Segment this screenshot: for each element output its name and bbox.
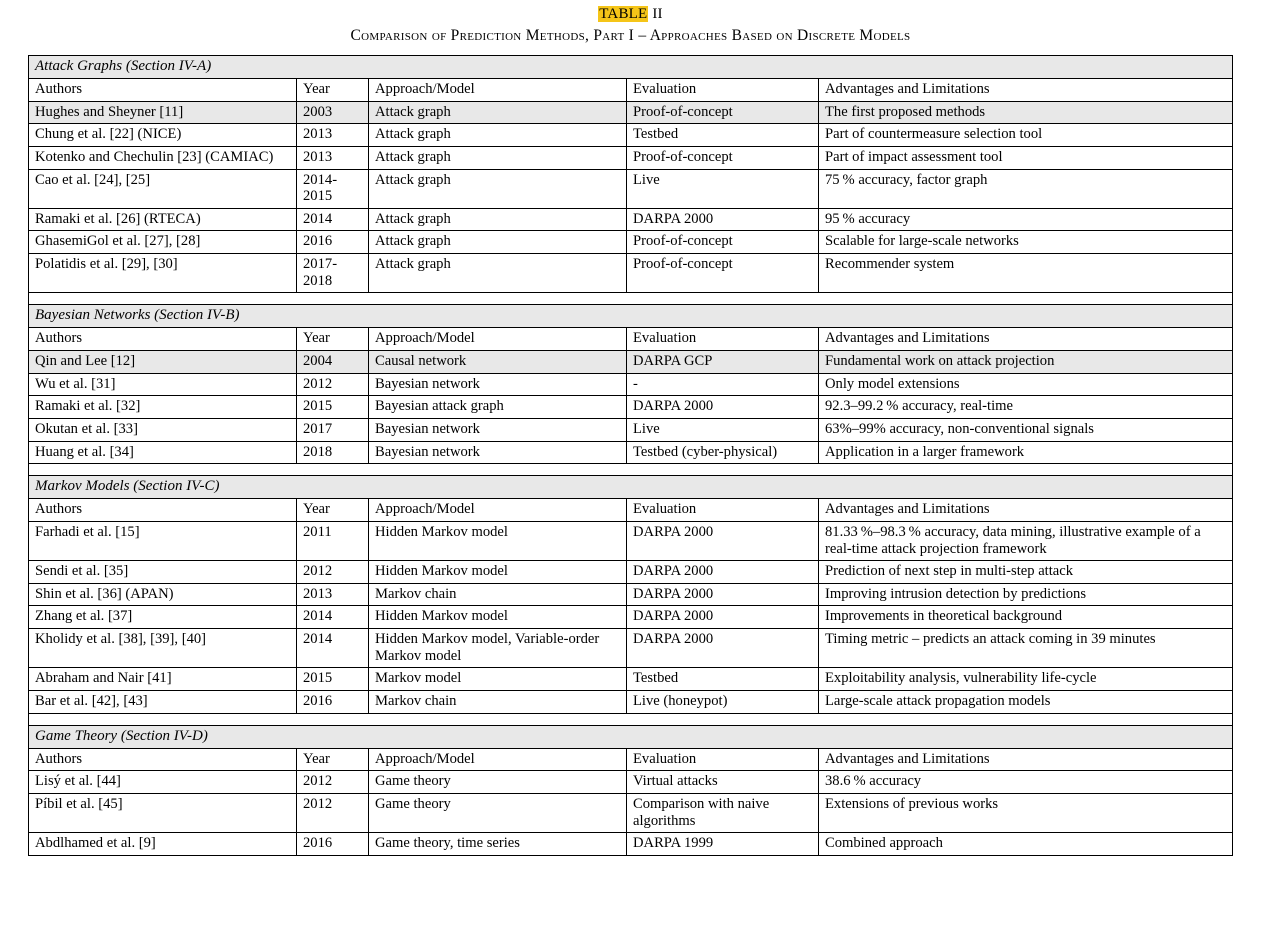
cell-evaluation: DARPA 2000 <box>627 208 819 231</box>
cell-approach: Hidden Markov model, Variable-order Markov model <box>369 629 627 668</box>
cell-authors: GhasemiGol et al. [27], [28] <box>29 231 297 254</box>
column-header-authors: Authors <box>29 499 297 522</box>
table-row <box>29 101 1233 124</box>
cell-approach: Hidden Markov model <box>369 606 627 629</box>
cell-year: 2016 <box>297 690 369 713</box>
table-row <box>29 231 1233 254</box>
cell-evaluation: Proof-of-concept <box>627 101 819 124</box>
section-title: Markov Models (Section IV-C) <box>29 476 1233 499</box>
cell-approach: Game theory, time series <box>369 833 627 856</box>
table-row <box>29 629 1233 668</box>
cell-evaluation: DARPA 2000 <box>627 583 819 606</box>
cell-authors: Píbil et al. [45] <box>29 793 297 832</box>
cell-approach: Attack graph <box>369 124 627 147</box>
column-header-advantages: Advantages and Limitations <box>819 499 1233 522</box>
cell-approach: Attack graph <box>369 208 627 231</box>
cell-authors: Abraham and Nair [41] <box>29 668 297 691</box>
cell-year: 2013 <box>297 124 369 147</box>
cell-advantages: Fundamental work on attack projection <box>819 351 1233 374</box>
table-row <box>29 606 1233 629</box>
cell-year: 2015 <box>297 668 369 691</box>
cell-year: 2012 <box>297 373 369 396</box>
section-title: Game Theory (Section IV-D) <box>29 725 1233 748</box>
column-header-row <box>29 328 1233 351</box>
cell-authors: Kholidy et al. [38], [39], [40] <box>29 629 297 668</box>
cell-authors: Wu et al. [31] <box>29 373 297 396</box>
column-header-evaluation: Evaluation <box>627 748 819 771</box>
column-header-approach: Approach/Model <box>369 499 627 522</box>
cell-evaluation: Live (honeypot) <box>627 690 819 713</box>
cell-advantages: Scalable for large-scale networks <box>819 231 1233 254</box>
cell-approach: Attack graph <box>369 169 627 208</box>
cell-advantages: The first proposed methods <box>819 101 1233 124</box>
cell-authors: Hughes and Sheyner [11] <box>29 101 297 124</box>
cell-advantages: Timing metric – predicts an attack coming in 39 minutes <box>819 629 1233 668</box>
cell-year: 2012 <box>297 793 369 832</box>
cell-advantages: 81.33 %–98.3 % accuracy, data mining, illustrative example of a real-time attack projection framework <box>819 521 1233 560</box>
cell-approach: Attack graph <box>369 231 627 254</box>
cell-year: 2004 <box>297 351 369 374</box>
cell-evaluation: Live <box>627 418 819 441</box>
table-caption-label <box>28 6 1233 23</box>
cell-year: 2014 <box>297 208 369 231</box>
cell-advantages: Combined approach <box>819 833 1233 856</box>
table-row <box>29 441 1233 464</box>
cell-authors: Cao et al. [24], [25] <box>29 169 297 208</box>
cell-approach: Game theory <box>369 771 627 794</box>
table-label-highlight: TABLE <box>599 6 648 22</box>
cell-year: 2018 <box>297 441 369 464</box>
table-row <box>29 583 1233 606</box>
section-title: Attack Graphs (Section IV-A) <box>29 56 1233 79</box>
cell-authors: Bar et al. [42], [43] <box>29 690 297 713</box>
section-header <box>29 476 1233 499</box>
cell-evaluation: Comparison with naive algorithms <box>627 793 819 832</box>
cell-advantages: Application in a larger framework <box>819 441 1233 464</box>
cell-authors: Farhadi et al. [15] <box>29 521 297 560</box>
column-header-row <box>29 79 1233 102</box>
table-row <box>29 169 1233 208</box>
table-body <box>29 56 1233 856</box>
table-row <box>29 771 1233 794</box>
cell-evaluation: Proof-of-concept <box>627 254 819 293</box>
column-header-evaluation: Evaluation <box>627 499 819 522</box>
cell-year: 2013 <box>297 146 369 169</box>
cell-approach: Attack graph <box>369 146 627 169</box>
column-header-authors: Authors <box>29 748 297 771</box>
cell-approach: Bayesian network <box>369 373 627 396</box>
column-header-advantages: Advantages and Limitations <box>819 328 1233 351</box>
column-header-year: Year <box>297 328 369 351</box>
table-number: II <box>652 6 663 22</box>
cell-authors: Qin and Lee [12] <box>29 351 297 374</box>
column-header-approach: Approach/Model <box>369 328 627 351</box>
table-row <box>29 668 1233 691</box>
cell-advantages: Improvements in theoretical background <box>819 606 1233 629</box>
column-header-year: Year <box>297 499 369 522</box>
cell-year: 2016 <box>297 833 369 856</box>
cell-authors: Lisý et al. [44] <box>29 771 297 794</box>
cell-year: 2017-2018 <box>297 254 369 293</box>
column-header-approach: Approach/Model <box>369 79 627 102</box>
cell-approach: Causal network <box>369 351 627 374</box>
cell-evaluation: DARPA 2000 <box>627 606 819 629</box>
cell-year: 2016 <box>297 231 369 254</box>
table-row <box>29 690 1233 713</box>
column-header-row <box>29 748 1233 771</box>
cell-advantages: Part of countermeasure selection tool <box>819 124 1233 147</box>
cell-year: 2013 <box>297 583 369 606</box>
column-header-evaluation: Evaluation <box>627 79 819 102</box>
table-row <box>29 254 1233 293</box>
table-row <box>29 833 1233 856</box>
cell-authors: Zhang et al. [37] <box>29 606 297 629</box>
table-row <box>29 561 1233 584</box>
cell-evaluation: DARPA 2000 <box>627 561 819 584</box>
cell-approach: Bayesian attack graph <box>369 396 627 419</box>
cell-year: 2011 <box>297 521 369 560</box>
cell-approach: Attack graph <box>369 101 627 124</box>
table-row <box>29 396 1233 419</box>
cell-evaluation: DARPA 2000 <box>627 629 819 668</box>
cell-approach: Game theory <box>369 793 627 832</box>
cell-year: 2017 <box>297 418 369 441</box>
column-header-evaluation: Evaluation <box>627 328 819 351</box>
cell-evaluation: Proof-of-concept <box>627 231 819 254</box>
cell-approach: Bayesian network <box>369 441 627 464</box>
cell-advantages: Improving intrusion detection by predictions <box>819 583 1233 606</box>
cell-authors: Sendi et al. [35] <box>29 561 297 584</box>
table-caption-title: Comparison of Prediction Methods, Part I – Approaches Based on Discrete Models <box>350 27 911 44</box>
cell-advantages: Only model extensions <box>819 373 1233 396</box>
cell-advantages: Large-scale attack propagation models <box>819 690 1233 713</box>
cell-authors: Shin et al. [36] (APAN) <box>29 583 297 606</box>
cell-authors: Ramaki et al. [26] (RTECA) <box>29 208 297 231</box>
section-gap <box>29 293 1233 305</box>
table-row <box>29 793 1233 832</box>
cell-evaluation: DARPA GCP <box>627 351 819 374</box>
cell-year: 2015 <box>297 396 369 419</box>
table-row <box>29 373 1233 396</box>
table-row <box>29 418 1233 441</box>
cell-approach: Markov model <box>369 668 627 691</box>
column-header-authors: Authors <box>29 328 297 351</box>
cell-advantages: 63%–99% accuracy, non-conventional signals <box>819 418 1233 441</box>
cell-advantages: 75 % accuracy, factor graph <box>819 169 1233 208</box>
section-header <box>29 56 1233 79</box>
cell-advantages: Extensions of previous works <box>819 793 1233 832</box>
cell-authors: Chung et al. [22] (NICE) <box>29 124 297 147</box>
column-header-row <box>29 499 1233 522</box>
cell-evaluation: Live <box>627 169 819 208</box>
cell-year: 2012 <box>297 561 369 584</box>
cell-year: 2012 <box>297 771 369 794</box>
section-title: Bayesian Networks (Section IV-B) <box>29 305 1233 328</box>
cell-advantages: Exploitability analysis, vulnerability life-cycle <box>819 668 1233 691</box>
cell-advantages: Recommender system <box>819 254 1233 293</box>
cell-year: 2014-2015 <box>297 169 369 208</box>
cell-authors: Kotenko and Chechulin [23] (CAMIAC) <box>29 146 297 169</box>
cell-year: 2003 <box>297 101 369 124</box>
cell-evaluation: Proof-of-concept <box>627 146 819 169</box>
cell-advantages: Part of impact assessment tool <box>819 146 1233 169</box>
cell-evaluation: Virtual attacks <box>627 771 819 794</box>
cell-authors: Okutan et al. [33] <box>29 418 297 441</box>
cell-evaluation: DARPA 1999 <box>627 833 819 856</box>
table-row <box>29 521 1233 560</box>
cell-approach: Attack graph <box>369 254 627 293</box>
comparison-table <box>28 55 1233 856</box>
cell-evaluation: DARPA 2000 <box>627 396 819 419</box>
section-header <box>29 305 1233 328</box>
cell-approach: Bayesian network <box>369 418 627 441</box>
column-header-advantages: Advantages and Limitations <box>819 79 1233 102</box>
cell-authors: Ramaki et al. [32] <box>29 396 297 419</box>
table-row <box>29 208 1233 231</box>
column-header-year: Year <box>297 79 369 102</box>
cell-advantages: 95 % accuracy <box>819 208 1233 231</box>
table-row <box>29 146 1233 169</box>
cell-advantages: 38.6 % accuracy <box>819 771 1233 794</box>
column-header-advantages: Advantages and Limitations <box>819 748 1233 771</box>
cell-advantages: 92.3–99.2 % accuracy, real-time <box>819 396 1233 419</box>
cell-year: 2014 <box>297 629 369 668</box>
section-gap <box>29 464 1233 476</box>
table-row <box>29 124 1233 147</box>
cell-evaluation: Testbed (cyber-physical) <box>627 441 819 464</box>
column-header-year: Year <box>297 748 369 771</box>
section-header <box>29 725 1233 748</box>
cell-approach: Hidden Markov model <box>369 561 627 584</box>
cell-evaluation: Testbed <box>627 124 819 147</box>
cell-approach: Markov chain <box>369 583 627 606</box>
cell-authors: Abdlhamed et al. [9] <box>29 833 297 856</box>
cell-evaluation: DARPA 2000 <box>627 521 819 560</box>
cell-evaluation: Testbed <box>627 668 819 691</box>
cell-authors: Huang et al. [34] <box>29 441 297 464</box>
cell-approach: Hidden Markov model <box>369 521 627 560</box>
section-gap <box>29 713 1233 725</box>
cell-approach: Markov chain <box>369 690 627 713</box>
cell-year: 2014 <box>297 606 369 629</box>
cell-advantages: Prediction of next step in multi-step attack <box>819 561 1233 584</box>
column-header-authors: Authors <box>29 79 297 102</box>
cell-evaluation: - <box>627 373 819 396</box>
table-row <box>29 351 1233 374</box>
column-header-approach: Approach/Model <box>369 748 627 771</box>
cell-authors: Polatidis et al. [29], [30] <box>29 254 297 293</box>
